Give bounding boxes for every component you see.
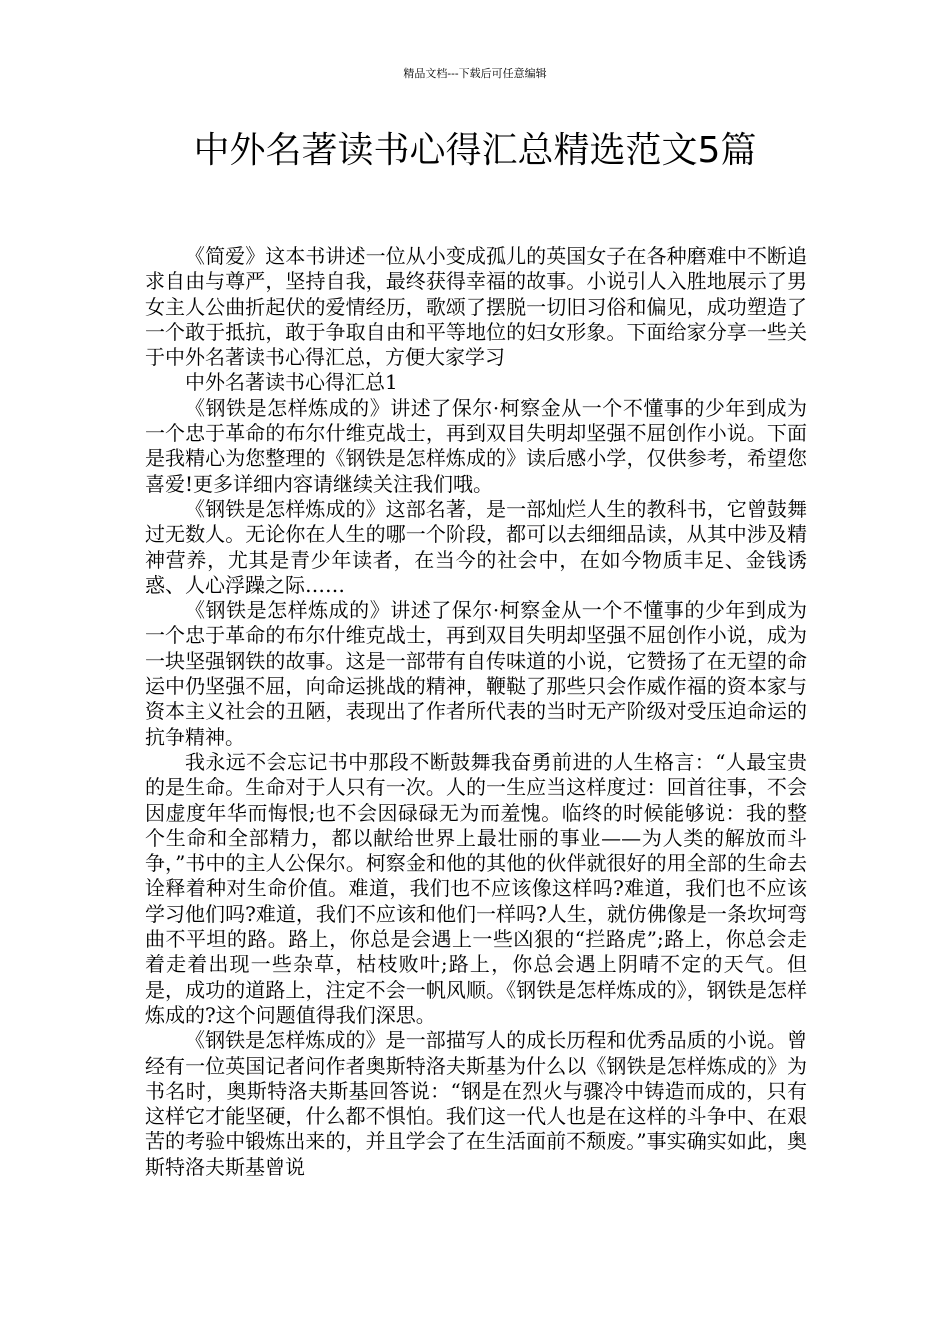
- header-note: 精品文档---下载后可任意编辑: [403, 67, 547, 80]
- body-paragraph: 《钢铁是怎样炼成的》这部名著，是一部灿烂人生的教科书，它曾鼓舞过无数人。无论你在人生的哪一个阶段，都可以去细细品读，从其中涉及精神营养，尤其是青少年读者，在当今的社会中，在如今物质丰足、金钱诱惑、人心浮躁之际……: [145, 496, 807, 597]
- section-heading: 中外名著读书心得汇总1: [185, 370, 398, 395]
- body-paragraph: 我永远不会忘记书中那段不断鼓舞我奋勇前进的人生格言：“人最宝贵的是生命。生命对于人只有一次。人的一生应当这样度过：回首往事，不会因虚度年华而悔恨;也不会因碌碌无为而羞愧。临终的时候能够说：我的整个生命和全部精力，都以献给世界上最壮丽的事业——为人类的解放而斗争，”书中的主人公保尔。柯察金和他的其他的伙伴就很好的用全部的生命去诠释着种对生命价值。难道，我们也不应该像这样吗?难道，我们也不应该学习他们吗?难道，我们不应该和他们一样吗?人生，就仿佛像是一条坎坷弯曲不平坦的路。路上，你总是会遇上一些凶狠的“拦路虎”;路上，你总会走着走着出现一些杂草，枯枝败叶;路上，你总会遇上阴晴不定的天气。但是，成功的道路上，注定不会一帆风顺。《钢铁是怎样炼成的》，钢铁是怎样炼成的?这个问题值得我们深思。: [145, 749, 807, 1027]
- body-paragraph: 《钢铁是怎样炼成的》讲述了保尔·柯察金从一个不懂事的少年到成为一个忠于革命的布尔什维克战士，再到双目失明却坚强不屈创作小说。下面是我精心为您整理的《钢铁是怎样炼成的》读后感小学，仅供参考，希望您喜爱!更多详细内容请继续关注我们哦。: [145, 395, 807, 496]
- page-title: 中外名著读书心得汇总精选范文5篇: [193, 130, 757, 171]
- body-paragraph: 《钢铁是怎样炼成的》是一部描写人的成长历程和优秀品质的小说。曾经有一位英国记者问作者奥斯特洛夫斯基为什么以《钢铁是怎样炼成的》为书名时，奥斯特洛夫斯基回答说：“钢是在烈火与骤冷中铸造而成的，只有这样它才能坚硬，什么都不惧怕。我们这一代人也是在这样的斗争中、在艰苦的考验中锻炼出来的，并且学会了在生活面前不颓废。”事实确实如此，奥斯特洛夫斯基曾说: [145, 1028, 807, 1179]
- intro-paragraph: 《简爱》这本书讲述一位从小变成孤儿的英国女子在各种磨难中不断追求自由与尊严，坚持自我，最终获得幸福的故事。小说引人入胜地展示了男女主人公曲折起伏的爱情经历，歌颂了摆脱一切旧习俗和偏见，成功塑造了一个敢于抵抗，敢于争取自由和平等地位的妇女形象。下面给家分享一些关于中外名著读书心得汇总，方便大家学习: [145, 244, 807, 370]
- document-body: [145, 244, 807, 1180]
- body-paragraph: 《钢铁是怎样炼成的》讲述了保尔·柯察金从一个不懂事的少年到成为一个忠于革命的布尔什维克战士，再到双目失明却坚强不屈创作小说，成为一块坚强钢铁的故事。这是一部带有自传味道的小说，它赞扬了在无望的命运中仍坚强不屈，向命运挑战的精神，鞭鞑了那些只会作威作福的资本家与资本主义社会的丑陋，表现出了作者所代表的当时无产阶级对受压迫命运的抗争精神。: [145, 598, 807, 749]
